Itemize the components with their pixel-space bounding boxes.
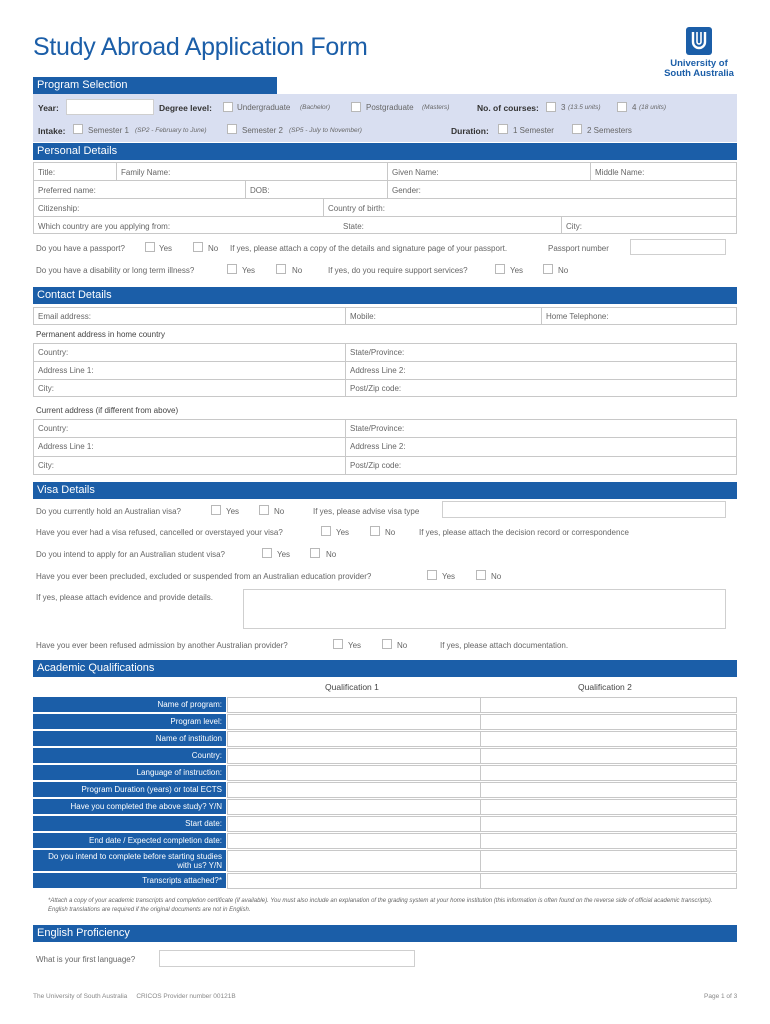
visa-q5-no-label: No bbox=[397, 641, 408, 650]
mobile-field-label[interactable]: Mobile: bbox=[350, 312, 376, 321]
semester2-note: (SP5 - July to November) bbox=[289, 127, 362, 134]
permanent-address-heading: Permanent address in home country bbox=[36, 330, 165, 339]
preferred-name-field-label[interactable]: Preferred name: bbox=[38, 186, 96, 195]
grid-line bbox=[561, 216, 562, 234]
logo-line2: South Australia bbox=[664, 68, 734, 79]
grid-line bbox=[323, 198, 324, 216]
state-field-label[interactable]: State: bbox=[343, 222, 364, 231]
visa-q5-yes-checkbox[interactable] bbox=[333, 639, 343, 649]
qualification1-cell[interactable] bbox=[227, 816, 481, 832]
academic-row-label: End date / Expected completion date: bbox=[33, 833, 226, 848]
qualification2-cell[interactable] bbox=[480, 816, 737, 832]
academic-row-label: Name of institution bbox=[33, 731, 226, 746]
courses-3-note: (13.5 units) bbox=[568, 104, 601, 111]
visa-q4-no-label: No bbox=[491, 572, 502, 581]
intake-label: Intake: bbox=[38, 126, 66, 136]
degree-level-label: Degree level: bbox=[159, 103, 212, 113]
gender-field-label[interactable]: Gender: bbox=[392, 186, 421, 195]
academic-row-label: Do you intend to complete before starting studies with us? Y/N bbox=[33, 850, 226, 871]
passport-yes-checkbox[interactable] bbox=[145, 242, 155, 252]
qualification1-cell[interactable] bbox=[227, 782, 481, 798]
qualification1-cell[interactable] bbox=[227, 748, 481, 764]
grid-line bbox=[33, 437, 737, 438]
support-no-label: No bbox=[558, 266, 569, 275]
two-semesters-checkbox[interactable] bbox=[572, 124, 582, 134]
year-label: Year: bbox=[38, 103, 59, 113]
visa-q3-yes-label: Yes bbox=[277, 550, 291, 559]
academic-row-label: Country: bbox=[33, 748, 226, 763]
academic-row-label: Start date: bbox=[33, 816, 226, 831]
visa-q1-no-checkbox[interactable] bbox=[259, 505, 269, 515]
grid-line bbox=[33, 456, 737, 457]
section-header-english: English Proficiency bbox=[33, 925, 737, 942]
two-semesters-label: 2 Semesters bbox=[587, 126, 632, 135]
curr-postcode-field-label[interactable]: Post/Zip code: bbox=[350, 461, 402, 470]
academic-row-label: Program level: bbox=[33, 714, 226, 729]
qualification1-cell[interactable] bbox=[227, 714, 481, 730]
perm-address1-field-label[interactable]: Address Line 1: bbox=[38, 366, 94, 375]
semester2-label: Semester 2 bbox=[242, 126, 283, 135]
grid-line bbox=[33, 379, 737, 380]
visa-q3-yes-checkbox[interactable] bbox=[262, 548, 272, 558]
support-yes-checkbox[interactable] bbox=[495, 264, 505, 274]
visa-q5-no-checkbox[interactable] bbox=[382, 639, 392, 649]
academic-row-label: Name of program: bbox=[33, 697, 226, 712]
grid-line bbox=[387, 162, 388, 198]
country-birth-field-label[interactable]: Country of birth: bbox=[328, 204, 385, 213]
grid-line bbox=[245, 180, 246, 198]
perm-address2-field-label[interactable]: Address Line 2: bbox=[350, 366, 406, 375]
perm-city-field-label[interactable]: City: bbox=[38, 384, 54, 393]
disability-yes-checkbox[interactable] bbox=[227, 264, 237, 274]
current-address-heading: Current address (if different from above) bbox=[36, 406, 179, 415]
undergrad-checkbox[interactable] bbox=[223, 102, 233, 112]
one-semester-checkbox[interactable] bbox=[498, 124, 508, 134]
contact-row-box bbox=[33, 307, 737, 325]
visa-q2-note: If yes, please attach the decision record or correspondence bbox=[419, 528, 629, 537]
visa-type-input[interactable] bbox=[442, 501, 726, 518]
section-header-personal: Personal Details bbox=[33, 143, 737, 160]
first-language-label: What is your first language? bbox=[36, 955, 136, 964]
visa-q2-no-checkbox[interactable] bbox=[370, 526, 380, 536]
qualification1-cell[interactable] bbox=[227, 697, 481, 713]
semester1-checkbox[interactable] bbox=[73, 124, 83, 134]
visa-q1-note: If yes, please advise visa type bbox=[313, 507, 420, 516]
passport-no-label: No bbox=[208, 244, 219, 253]
curr-city-field-label[interactable]: City: bbox=[38, 461, 54, 470]
passport-question: Do you have a passport? bbox=[36, 244, 125, 253]
grid-line bbox=[345, 307, 346, 325]
support-question: If yes, do you require support services? bbox=[328, 266, 468, 275]
qualification1-cell[interactable] bbox=[227, 799, 481, 815]
disability-question: Do you have a disability or long term illness? bbox=[36, 266, 195, 275]
courses-4-label: 4 bbox=[632, 103, 637, 112]
disability-no-label: No bbox=[292, 266, 303, 275]
qualification1-heading: Qualification 1 bbox=[325, 682, 379, 692]
visa-q2: Have you ever had a visa refused, cancelled or overstayed your visa? bbox=[36, 528, 283, 537]
footer-left: The University of South Australia CRICOS Provider number 00121B bbox=[33, 993, 236, 1000]
visa-q1: Do you currently hold an Australian visa? bbox=[36, 507, 181, 516]
visa-q5: Have you ever been refused admission by another Australian provider? bbox=[36, 641, 288, 650]
qualification2-cell[interactable] bbox=[480, 799, 737, 815]
footer-page-number: Page 1 of 3 bbox=[704, 993, 738, 1000]
semester1-label: Semester 1 bbox=[88, 126, 129, 135]
curr-address1-field-label[interactable]: Address Line 1: bbox=[38, 442, 94, 451]
passport-yes-label: Yes bbox=[159, 244, 173, 253]
title-field-label[interactable]: Title: bbox=[38, 168, 56, 177]
section-header-program: Program Selection bbox=[33, 77, 277, 94]
visa-details-textarea[interactable] bbox=[243, 589, 726, 629]
passport-number-input[interactable] bbox=[630, 239, 726, 255]
visa-q1-yes-checkbox[interactable] bbox=[211, 505, 221, 515]
grid-line bbox=[33, 216, 737, 217]
email-field-label[interactable]: Email address: bbox=[38, 312, 91, 321]
passport-number-label: Passport number bbox=[548, 244, 609, 253]
courses-4-note: (18 units) bbox=[639, 104, 667, 111]
perm-state-field-label[interactable]: State/Province: bbox=[350, 348, 405, 357]
curr-state-field-label[interactable]: State/Province: bbox=[350, 424, 405, 433]
passport-no-checkbox[interactable] bbox=[193, 242, 203, 252]
visa-q3-no-checkbox[interactable] bbox=[310, 548, 320, 558]
qualification1-cell[interactable] bbox=[227, 833, 481, 849]
perm-country-field-label[interactable]: Country: bbox=[38, 348, 69, 357]
qualification2-heading: Qualification 2 bbox=[578, 682, 632, 692]
academic-row-label: Language of instruction: bbox=[33, 765, 226, 780]
qualification2-cell[interactable] bbox=[480, 850, 737, 872]
visa-q4-note: If yes, please attach evidence and provide details. bbox=[36, 593, 213, 602]
disability-no-checkbox[interactable] bbox=[276, 264, 286, 274]
citizenship-field-label[interactable]: Citizenship: bbox=[38, 204, 80, 213]
num-courses-label: No. of courses: bbox=[477, 103, 539, 113]
disability-yes-label: Yes bbox=[242, 266, 256, 275]
postgrad-note: (Masters) bbox=[422, 104, 450, 111]
first-language-input[interactable] bbox=[159, 950, 415, 967]
academic-row-label: Transcripts attached?* bbox=[33, 873, 226, 888]
grid-line bbox=[116, 162, 117, 180]
year-input[interactable] bbox=[66, 99, 154, 115]
family-name-field-label[interactable]: Family Name: bbox=[121, 168, 171, 177]
semester2-checkbox[interactable] bbox=[227, 124, 237, 134]
support-no-checkbox[interactable] bbox=[543, 264, 553, 274]
grid-line bbox=[345, 343, 346, 397]
grid-line bbox=[590, 162, 591, 180]
visa-q1-yes-label: Yes bbox=[226, 507, 240, 516]
applying-country-field-label[interactable]: Which country are you applying from: bbox=[38, 222, 171, 231]
visa-q2-yes-checkbox[interactable] bbox=[321, 526, 331, 536]
postgrad-label: Postgraduate bbox=[366, 103, 414, 112]
qualification1-cell[interactable] bbox=[227, 873, 481, 889]
passport-note: If yes, please attach a copy of the details and signature page of your passport. bbox=[230, 244, 508, 253]
university-logo bbox=[656, 26, 742, 79]
visa-q2-no-label: No bbox=[385, 528, 396, 537]
visa-q4-no-checkbox[interactable] bbox=[476, 570, 486, 580]
academic-row-label: Have you completed the above study? Y/N bbox=[33, 799, 226, 814]
grid-line bbox=[33, 180, 737, 181]
home-telephone-field-label[interactable]: Home Telephone: bbox=[546, 312, 609, 321]
qualification2-cell[interactable] bbox=[480, 714, 737, 730]
visa-q5-yes-label: Yes bbox=[348, 641, 362, 650]
visa-q1-no-label: No bbox=[274, 507, 285, 516]
curr-address2-field-label[interactable]: Address Line 2: bbox=[350, 442, 406, 451]
unisa-crest-icon bbox=[685, 26, 713, 56]
qualification2-cell[interactable] bbox=[480, 833, 737, 849]
grid-line bbox=[541, 307, 542, 325]
courses-4-checkbox[interactable] bbox=[617, 102, 627, 112]
courses-3-label: 3 bbox=[561, 103, 566, 112]
visa-q2-yes-label: Yes bbox=[336, 528, 350, 537]
academic-footnote: *Attach a copy of your academic transcripts and completion certificate (if available). You must also include an explanation of the grading system at your home institution (this information is often found on the reverse side of official academic transcripts). English translations are required if the original documents are not in English. bbox=[48, 898, 713, 913]
undergrad-note: (Bachelor) bbox=[300, 104, 330, 111]
section-header-contact: Contact Details bbox=[33, 287, 737, 304]
city-field-label[interactable]: City: bbox=[566, 222, 582, 231]
qualification2-cell[interactable] bbox=[480, 765, 737, 781]
middle-name-field-label[interactable]: Middle Name: bbox=[595, 168, 645, 177]
undergrad-label: Undergraduate bbox=[237, 103, 291, 112]
qualification1-cell[interactable] bbox=[227, 850, 481, 872]
dob-field-label[interactable]: DOB: bbox=[250, 186, 270, 195]
duration-label: Duration: bbox=[451, 126, 489, 136]
section-header-academic: Academic Qualifications bbox=[33, 660, 737, 677]
courses-3-checkbox[interactable] bbox=[546, 102, 556, 112]
qualification2-cell[interactable] bbox=[480, 731, 737, 747]
perm-postcode-field-label[interactable]: Post/Zip code: bbox=[350, 384, 402, 393]
one-semester-label: 1 Semester bbox=[513, 126, 554, 135]
grid-line bbox=[33, 198, 737, 199]
qualification1-cell[interactable] bbox=[227, 765, 481, 781]
qualification2-cell[interactable] bbox=[480, 748, 737, 764]
support-yes-label: Yes bbox=[510, 266, 524, 275]
curr-country-field-label[interactable]: Country: bbox=[38, 424, 69, 433]
academic-row-label: Program Duration (years) or total ECTS bbox=[33, 782, 226, 797]
visa-q4-yes-checkbox[interactable] bbox=[427, 570, 437, 580]
qualification2-cell[interactable] bbox=[480, 873, 737, 889]
semester1-note: (SP2 - February to June) bbox=[135, 127, 207, 134]
section-header-visa: Visa Details bbox=[33, 482, 737, 499]
visa-q5-note: If yes, please attach documentation. bbox=[440, 641, 569, 650]
visa-q3-no-label: No bbox=[326, 550, 337, 559]
qualification1-cell[interactable] bbox=[227, 731, 481, 747]
qualification2-cell[interactable] bbox=[480, 697, 737, 713]
grid-line bbox=[33, 361, 737, 362]
postgrad-checkbox[interactable] bbox=[351, 102, 361, 112]
given-name-field-label[interactable]: Given Name: bbox=[392, 168, 439, 177]
visa-q3: Do you intend to apply for an Australian student visa? bbox=[36, 550, 226, 559]
visa-q4: Have you ever been precluded, excluded or suspended from an Australian education provider? bbox=[36, 572, 372, 581]
page-title: Study Abroad Application Form bbox=[33, 33, 368, 61]
grid-line bbox=[345, 419, 346, 475]
visa-q4-yes-label: Yes bbox=[442, 572, 456, 581]
qualification2-cell[interactable] bbox=[480, 782, 737, 798]
logo-line1: University of bbox=[670, 58, 728, 69]
